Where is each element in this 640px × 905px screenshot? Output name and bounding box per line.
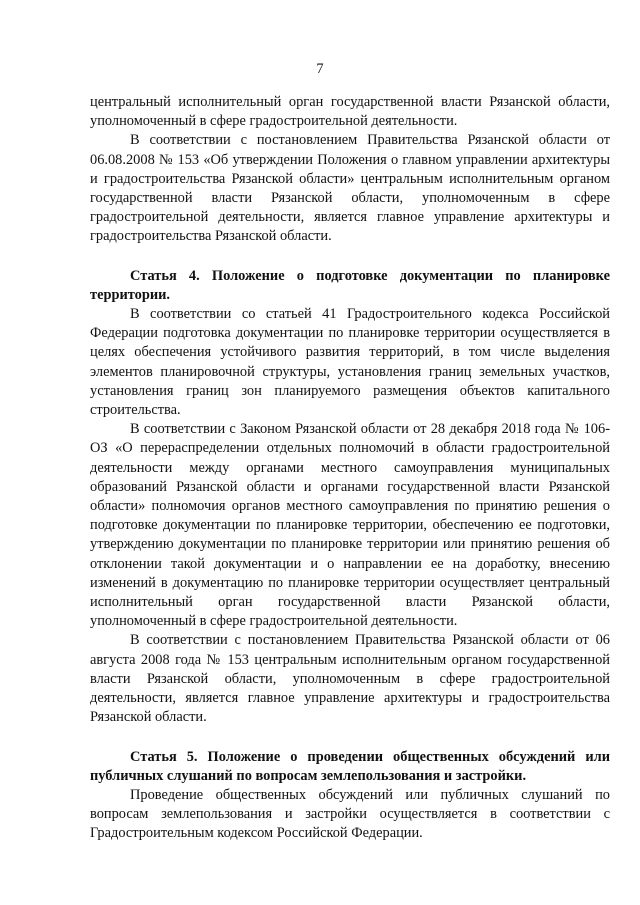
article-5-heading: Статья 5. Положение о проведении общественных обсуждений или публичных слушаний по вопросам землепользования и застройки. — [90, 748, 610, 784]
document-body — [90, 93, 610, 844]
paragraph: В соответствии с Законом Рязанской области от 28 декабря 2018 года № 106-ОЗ «О перераспределении отдельных полномочий в области градостроительной деятельности между органами местного самоуправления муниципальных образований Рязанской области и органами государственной власти Рязанской области» полномочия органов местного самоуправления по принятию решения о подготовке документации по планировке территории, обеспечению ее подготовки, утверждению документации по планировке территории или принятию решения об отклонении такой документации и о направлении ее на доработку, внесению изменений в документацию по планировке территории осуществляет центральный исполнительный орган государственной власти Рязанской области, уполномоченный в сфере градостроительной деятельности. — [90, 421, 610, 630]
spacer — [90, 728, 610, 748]
paragraph: центральный исполнительный орган государственной власти Рязанской области, уполномоченный в сфере градостроительной деятельности. — [90, 94, 610, 130]
article-4-heading: Статья 4. Положение о подготовке документации по планировке территории. — [90, 267, 610, 303]
page-number: 7 — [316, 61, 324, 77]
paragraph: В соответствии со статьей 41 Градостроительного кодекса Российской Федерации подготовка документации по планировке территории осуществляется в целях обеспечения устойчивого развития территорий, в том числе выделения элементов планировочной структуры, установления границ земельных участков, установления границ зон планируемого размещения объектов капитального строительства. — [90, 306, 610, 419]
spacer — [90, 247, 610, 267]
paragraph: Проведение общественных обсуждений или публичных слушаний по вопросам землепользования и застройки осуществляется в соответствии с Градостроительным кодексом Российской Федерации. — [90, 786, 610, 842]
paragraph: В соответствии с постановлением Правительства Рязанской области от 06.08.2008 № 153 «Об утверждении Положения о главном управлении архитектуры и градостроительства Рязанской области» центральным исполнительным органом государственной власти Рязанской области, уполномоченным в сфере градостроительной деятельности, является главное управление архитектуры и градостроительства Рязанской области. — [90, 132, 610, 245]
paragraph: В соответствии с постановлением Правительства Рязанской области от 06 августа 2008 года № 153 центральным исполнительным органом государственной власти Рязанской области, уполномоченным в сфере градостроительной деятельности, является главное управление архитектуры и градостроительства Рязанской области. — [90, 632, 610, 726]
